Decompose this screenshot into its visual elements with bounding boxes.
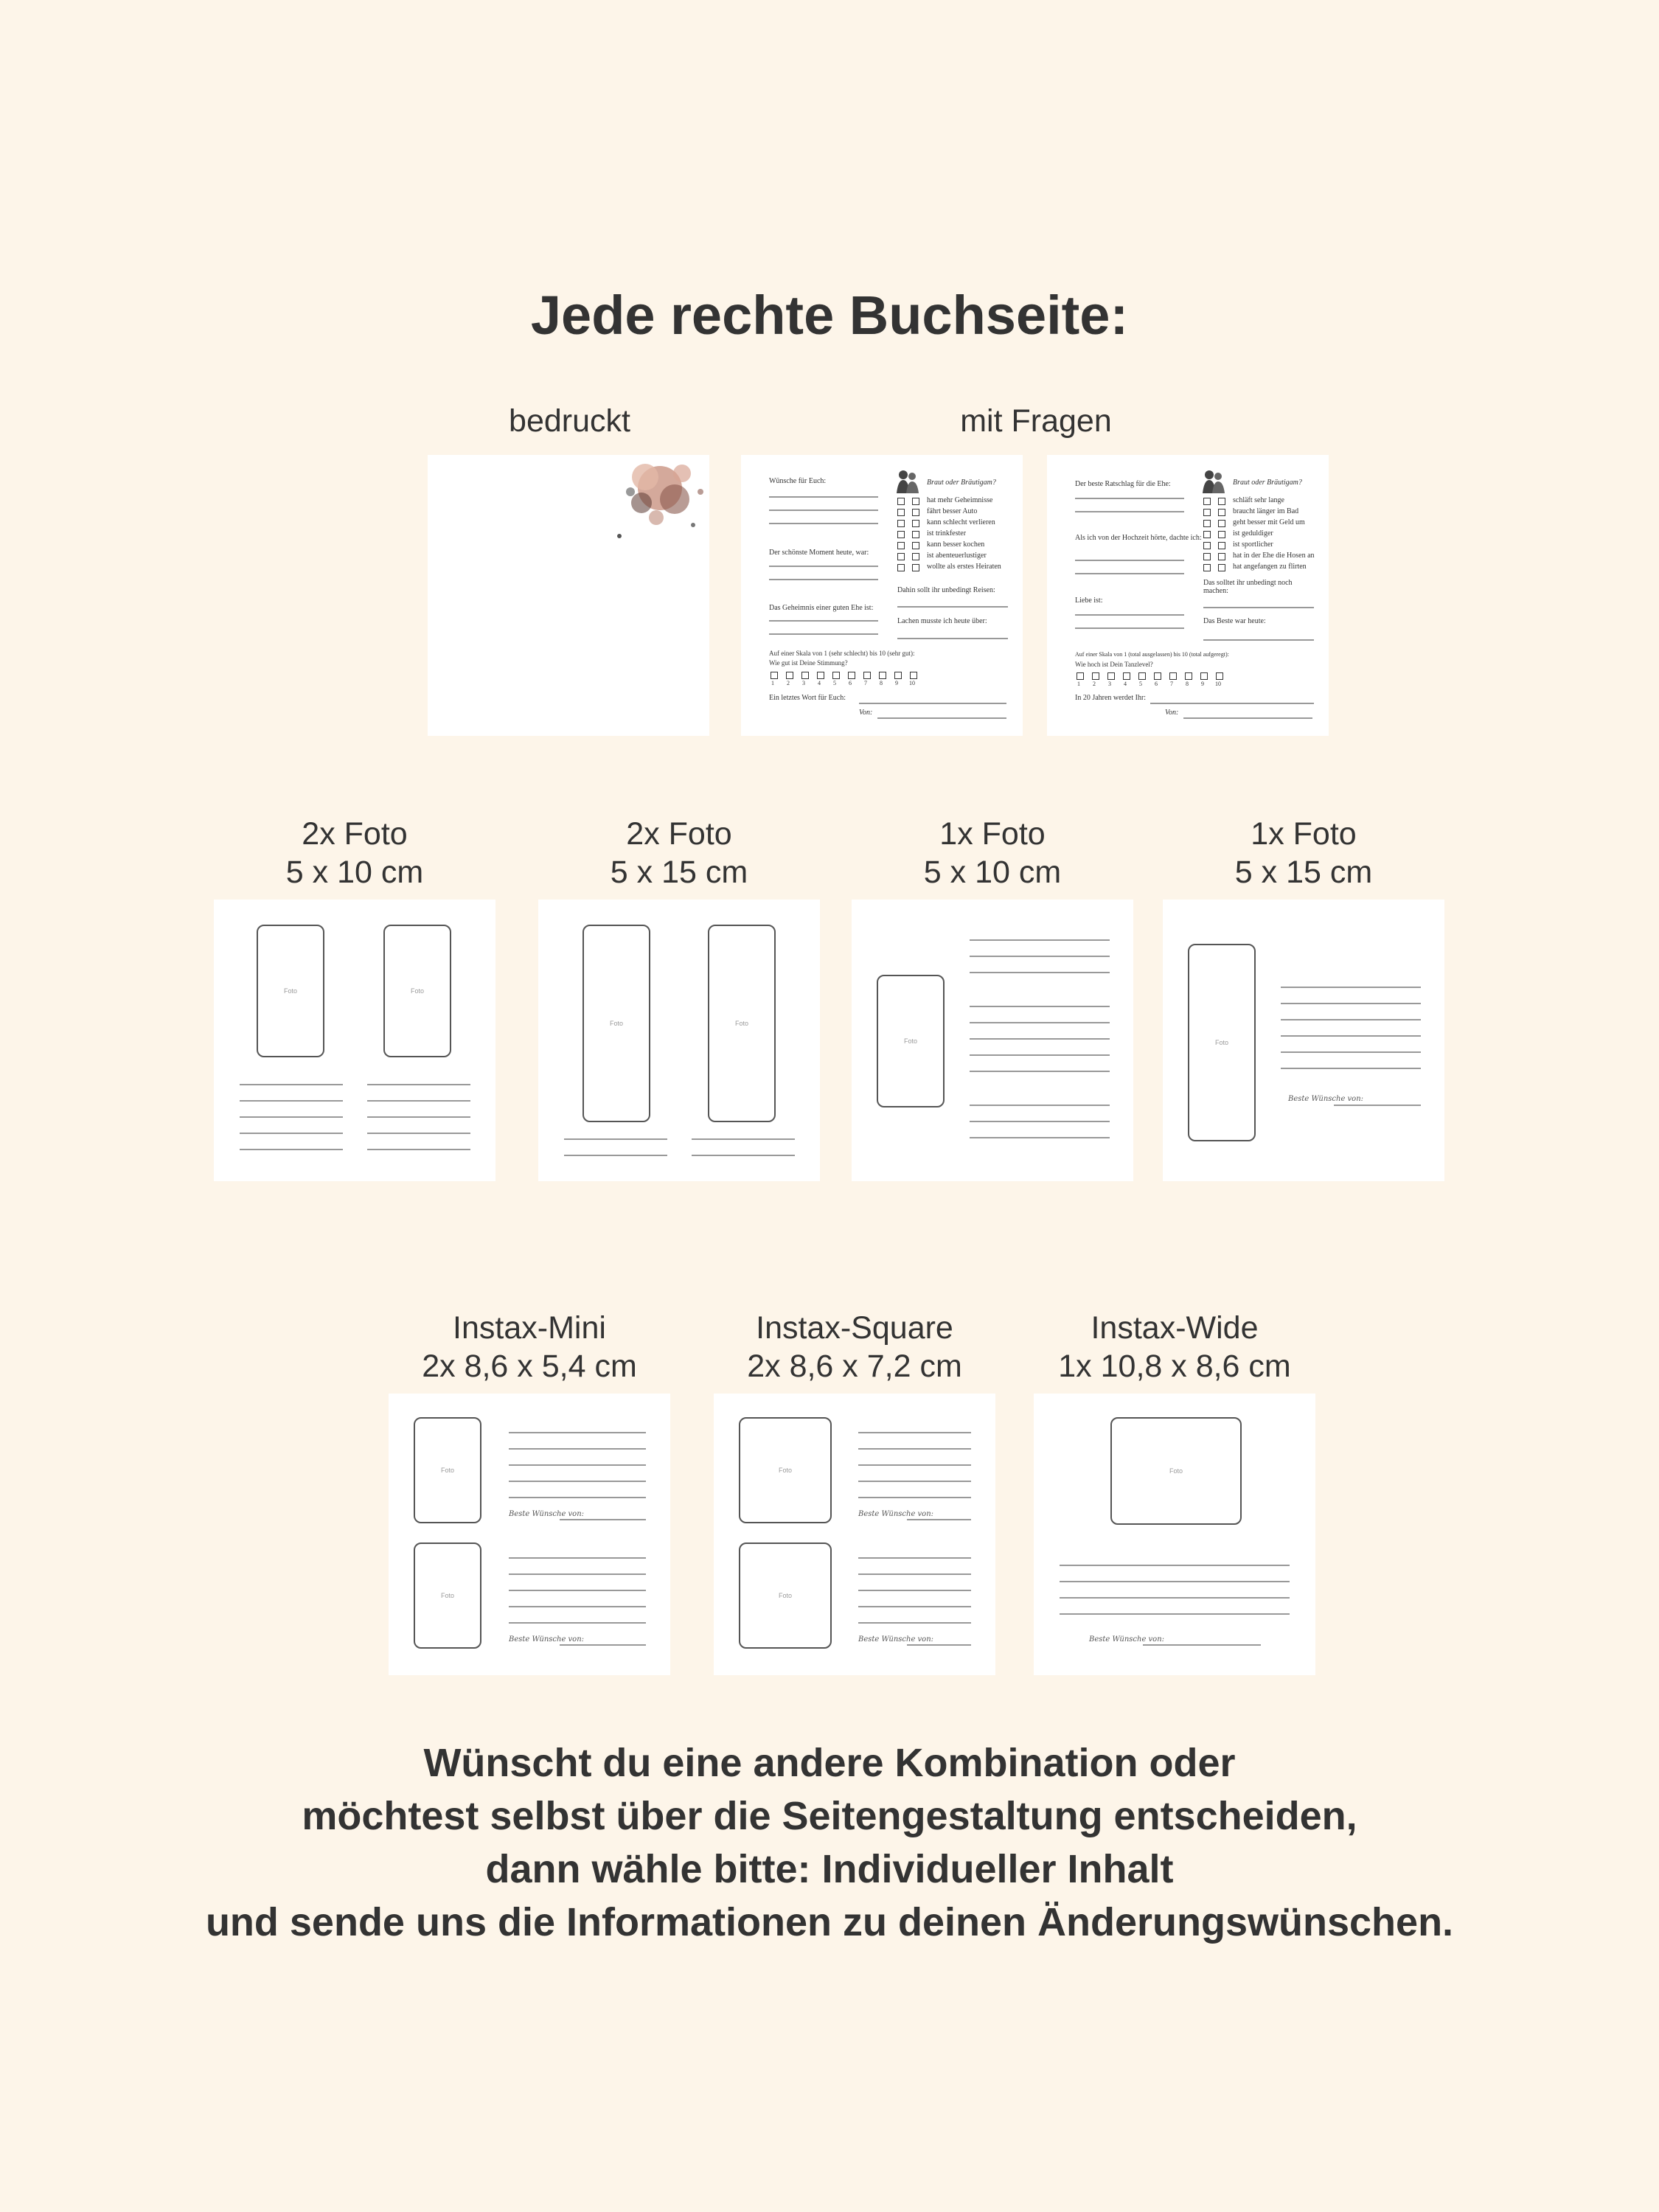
photo-slot: Foto — [383, 925, 451, 1057]
label-layout-1x-5x15: 1x Foto 5 x 15 cm — [1234, 816, 1373, 890]
photo-slot: Foto — [257, 925, 324, 1057]
footer-line: Wünscht du eine andere Kombination oder — [423, 1741, 1236, 1785]
page-instax-wide: Foto Beste Wünsche von: — [1034, 1394, 1315, 1675]
photo-slot: Foto — [1188, 944, 1256, 1141]
label-questions: mit Fragen — [960, 403, 1112, 439]
photo-slot: Foto — [582, 925, 650, 1122]
footer-note — [0, 1736, 1659, 1949]
couple-silhouette-icon — [894, 468, 921, 495]
page-questions-2: Der beste Ratschlag für die Ehe: Als ich von der Hochzeit hörte, dachte ich: Liebe ist: Braut oder Bräutigam? schläft sehr lange braucht länger im Bad geht besser mit Geld um ist geduldiger ist sportlicher hat in der Ehe die Hosen an hat angefangen zu flirten Das solltet ihr unbedingt noch machen: Das Beste war heute: Auf einer Skala von 1 (total ausgelassen) bis 10 (total aufgeregt): Wie hoch ist Dein Tanzlevel? 1 2 3 4 5 6 7 8 9 10 In 20 Jahren werdet Ihr: Von: — [1047, 455, 1329, 736]
label-layout-2x-5x10: 2x Foto 5 x 10 cm — [285, 816, 424, 890]
page-layout-1x-5x15: Foto Beste Wünsche von: — [1163, 900, 1444, 1181]
page-layout-1x-5x10 — [852, 900, 1133, 1181]
label-printed: bedruckt — [509, 403, 630, 439]
couple-silhouette-icon — [1200, 468, 1227, 495]
page-instax-mini: Foto Foto Beste Wünsche von: Beste Wünsche von: — [389, 1394, 670, 1675]
photo-slot: Foto — [1110, 1417, 1242, 1525]
label-layout-2x-5x15: 2x Foto 5 x 15 cm — [610, 816, 748, 890]
page-layout-2x-5x10 — [214, 900, 495, 1181]
page-layout-2x-5x15 — [538, 900, 820, 1181]
page-printed — [428, 455, 709, 736]
page-title: Jede rechte Buchseite: — [530, 285, 1129, 346]
footer-line: dann wähle bitte: Individueller Inhalt — [485, 1847, 1174, 1891]
photo-slot: Foto — [414, 1543, 481, 1649]
footer-line: möchtest selbst über die Seitengestaltung entscheiden, — [302, 1794, 1357, 1838]
label-instax-square: Instax-Square 2x 8,6 x 7,2 cm — [747, 1310, 962, 1384]
page-instax-square: Foto Foto Beste Wünsche von: Beste Wünsche von: — [714, 1394, 995, 1675]
photo-slot: Foto — [708, 925, 776, 1122]
photo-slot: Foto — [414, 1417, 481, 1523]
photo-slot: Foto — [739, 1543, 832, 1649]
label-layout-1x-5x10: 1x Foto 5 x 10 cm — [923, 816, 1062, 890]
floral-watercolor-icon — [601, 455, 712, 551]
label-instax-wide: Instax-Wide 1x 10,8 x 8,6 cm — [1058, 1310, 1291, 1384]
photo-slot: Foto — [877, 975, 945, 1107]
photo-slot: Foto — [739, 1417, 832, 1523]
footer-line: und sende uns die Informationen zu deinen Änderungswünschen. — [205, 1900, 1454, 1944]
label-instax-mini: Instax-Mini 2x 8,6 x 5,4 cm — [422, 1310, 637, 1384]
page-questions-1: Wünsche für Euch: Der schönste Moment heute, war: Das Geheimnis einer guten Ehe ist: Braut oder Bräutigam? hat mehr Geheimnisse fährt besser Auto kann schlecht verlieren ist trinkfester kann besser kochen ist abenteuerlustiger wollte als erstes Heiraten Dahin sollt ihr unbedingt Reisen: Lachen musste ich heute über: Auf einer Skala von 1 (sehr schlecht) bis 10 (sehr gut): Wie gut ist Deine Stimmung? 1 2 3 4 5 6 7 8 9 10 Ein letztes Wort für Euch: Von: — [741, 455, 1023, 736]
